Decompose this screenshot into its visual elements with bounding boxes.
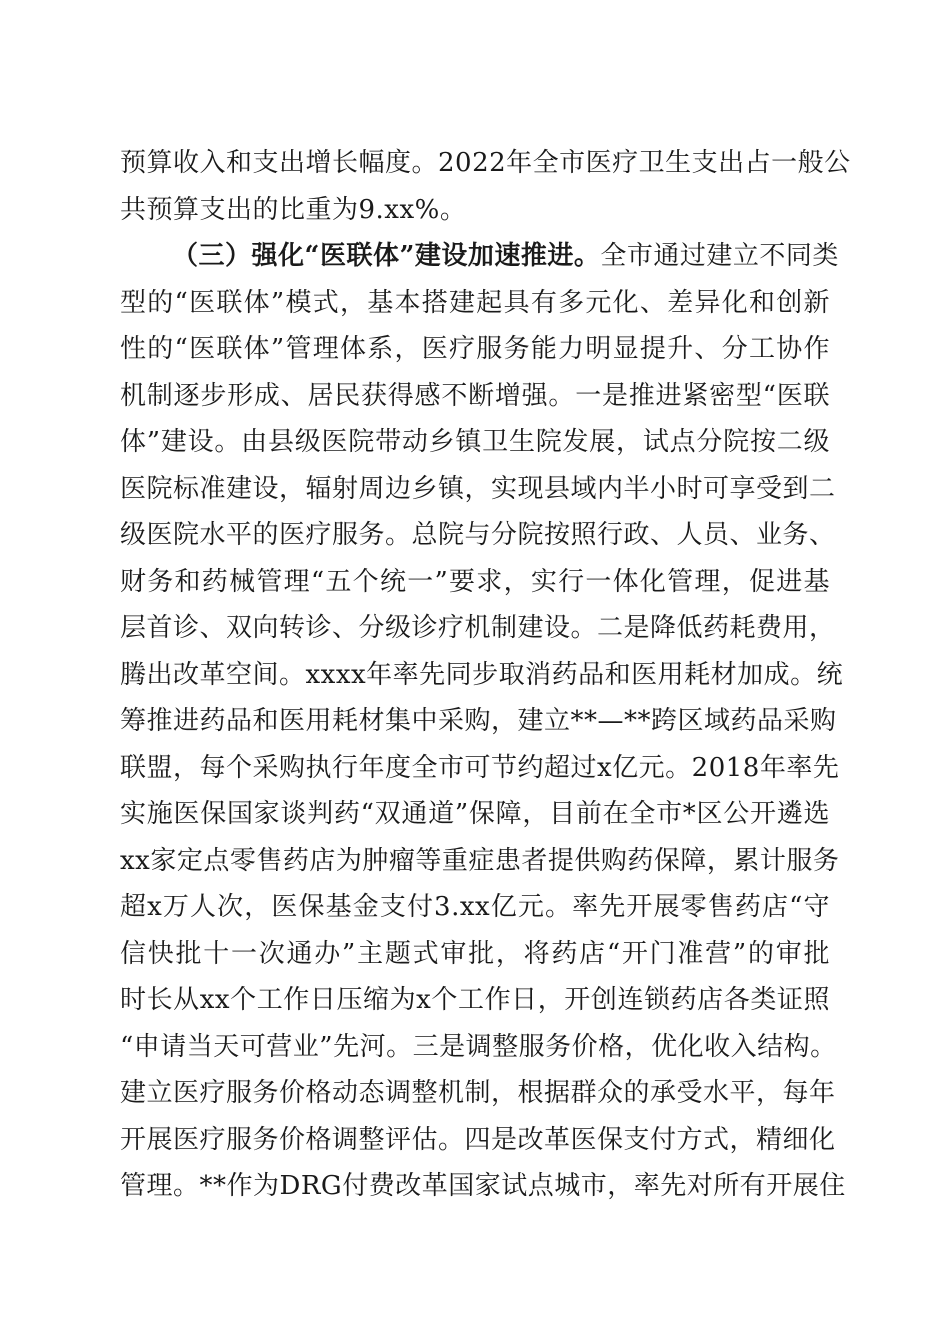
paragraph-line: 性的“医联体”管理体系，医疗服务能力明显提升、分工协作 <box>120 334 830 364</box>
paragraph-line: 开展医疗服务价格调整评估。四是改革医保支付方式，精细化 <box>120 1125 836 1155</box>
paragraph-line: xx家定点零售药店为肿瘤等重症患者提供购药保障，累计服务 <box>120 846 840 876</box>
paragraph-line: 建立医疗服务价格动态调整机制，根据群众的承受水平，每年 <box>120 1078 836 1108</box>
paragraph-line: 机制逐步形成、居民获得感不断增强。一是推进紧密型“医联 <box>120 381 830 411</box>
paragraph-line: 医院标准建设，辐射周边乡镇，实现县域内半小时可享受到二 <box>120 474 836 504</box>
paragraph-line: 共预算支出的比重为9.xx%。 <box>120 195 467 225</box>
paragraph-line: 层首诊、双向转诊、分级诊疗机制建设。二是降低药耗费用， <box>120 613 836 643</box>
paragraph-line: 联盟，每个采购执行年度全市可节约超过x亿元。2018年率先 <box>120 753 840 783</box>
paragraph-line: 级医院水平的医疗服务。总院与分院按照行政、人员、业务、 <box>120 520 836 550</box>
paragraph-line: 预算收入和支出增长幅度。2022年全市医疗卫生支出占一般公 <box>120 148 851 178</box>
section-heading-line <box>172 241 839 271</box>
paragraph-line: 时长从xx个工作日压缩为x个工作日，开创连锁药店各类证照 <box>120 985 830 1015</box>
paragraph-line: 腾出改革空间。xxxx年率先同步取消药品和医用耗材加成。统 <box>120 660 844 690</box>
paragraph-line: 筹推进药品和医用耗材集中采购，建立**—**跨区域药品采购 <box>120 706 837 736</box>
paragraph-line: 型的“医联体”模式，基本搭建起具有多元化、差异化和创新 <box>120 288 830 318</box>
paragraph-line: 信快批十一次通办”主题式审批，将药店“开门准营”的审批 <box>120 939 830 969</box>
paragraph-line: 超x万人次，医保基金支付3.xx亿元。率先开展零售药店“守 <box>120 892 830 922</box>
paragraph-line: 管理。**作为DRG付费改革国家试点城市，率先对所有开展住 <box>120 1171 846 1201</box>
section-heading: （三）强化“医联体”建设加速推进。 <box>172 241 601 271</box>
paragraph-line: “申请当天可营业”先河。三是调整服务价格，优化收入结构。 <box>120 1032 837 1062</box>
paragraph-line: 实施医保国家谈判药“双通道”保障，目前在全市*区公开遴选 <box>120 799 830 829</box>
paragraph-line: 财务和药械管理“五个统一”要求，实行一体化管理，促进基 <box>120 567 830 597</box>
paragraph-line: 体”建设。由县级医院带动乡镇卫生院发展，试点分院按二级 <box>120 427 830 457</box>
section-heading-continuation: 全市通过建立不同类 <box>600 241 839 271</box>
